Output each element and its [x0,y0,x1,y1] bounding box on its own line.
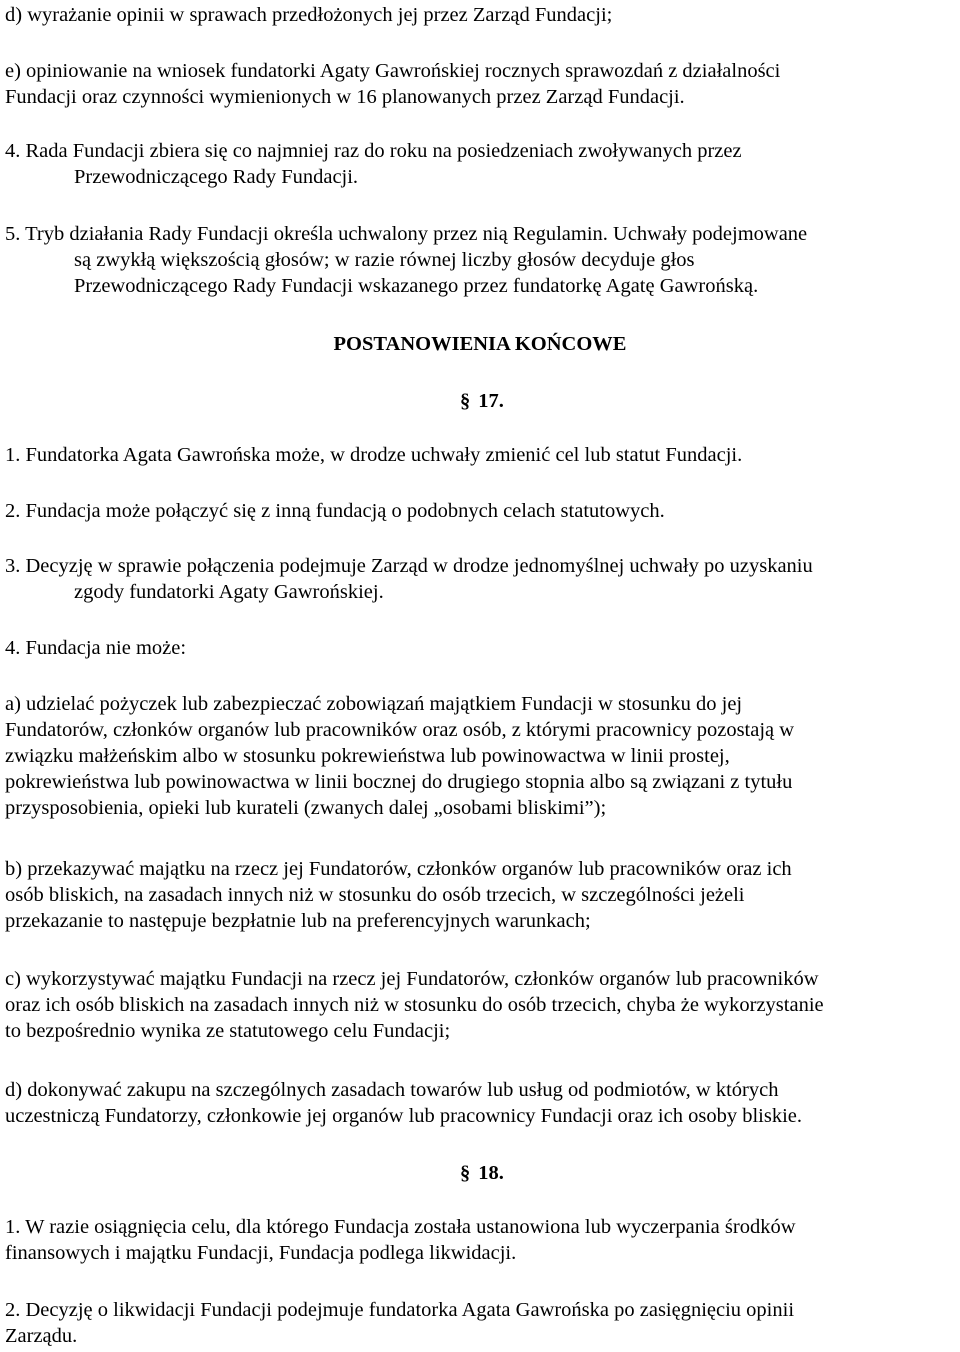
section-number: 18. [478,1162,504,1184]
text-line: związku małżeńskim albo w stosunku pokrewieństwa lub powinowactwa w linii prostej, [5,745,730,767]
section-sign-icon: § [460,1162,471,1184]
clause-18-2 [5,1297,954,1349]
text-line: są zwykłą większością głosów; w razie równej liczby głosów decyduje głos [74,249,695,271]
clause-17-1 [5,442,954,468]
text-line: uczestniczą Fundatorzy, członkowie jej organów lub pracownicy Fundacji oraz ich osoby bliskie. [5,1105,802,1127]
text-line: Przewodniczącego Rady Fundacji wskazanego przez fundatorkę Agatę Gawrońską. [74,275,759,297]
clause-17-3 [5,553,954,605]
clause-d [5,1077,954,1129]
text-line: e) opiniowanie na wniosek fundatorki Agaty Gawrońskiej rocznych sprawozdań z działalności [5,60,781,82]
clause-18-1 [5,1214,954,1266]
text-line: 2. Fundacja może połączyć się z inną fundacją o podobnych celach statutowych. [5,500,665,522]
section-18-number [460,1160,504,1186]
text-line: Fundatorów, członków organów lub pracowników oraz osób, z którymi pracownicy pozostają w [5,719,795,741]
text-line: Zarządu. [5,1325,78,1347]
text-line: 1. Fundatorka Agata Gawrońska może, w drodze uchwały zmienić cel lub statut Fundacji. [5,444,743,466]
text-line: osób bliskich, na zasadach innych niż w stosunku do osób trzecich, w szczególności jeżeli [5,884,745,906]
paragraph-d [5,2,954,28]
text-line: oraz ich osób bliskich na zasadach innych niż w stosunku do osób trzecich, chyba że wykorzystanie [5,994,824,1016]
section-17-number [460,388,504,414]
text-line: 4. Fundacja nie może: [5,637,187,659]
clause-17-2 [5,498,954,524]
text-line: Przewodniczącego Rady Fundacji. [74,166,359,188]
text-line: 3. Decyzję w sprawie połączenia podejmuje Zarząd w drodze jednomyślnej uchwały po uzyskaniu [5,555,813,577]
text-line: c) wykorzystywać majątku Fundacji na rzecz jej Fundatorów, członków organów lub pracowników [5,968,819,990]
text-line: 5. Tryb działania Rady Fundacji określa uchwalony przez nią Regulamin. Uchwały podejmowane [5,223,808,245]
text-line: zgody fundatorki Agaty Gawrońskiej. [74,581,384,603]
section-number: 17. [478,390,504,412]
text-line: 4. Rada Fundacji zbiera się co najmniej raz do roku na posiedzeniach zwoływanych przez [5,140,742,162]
paragraph-5 [5,221,954,299]
text-line: przysposobienia, opieki lub kurateli (zwanych dalej „osobami bliskimi”); [5,797,607,819]
paragraph-e [5,58,954,110]
text-line: finansowych i majątku Fundacji, Fundacja podlega likwidacji. [5,1242,517,1264]
section-sign-icon: § [460,390,471,412]
text-line: 1. W razie osiągnięcia celu, dla którego Fundacja została ustanowiona lub wyczerpania środków [5,1216,796,1238]
section-heading: POSTANOWIENIA KOŃCOWE [333,333,627,355]
text-line: to bezpośrednio wynika ze statutowego celu Fundacji; [5,1020,451,1042]
text-line: pokrewieństwa lub powinowactwa w linii bocznej do drugiego stopnia albo są związani z tytułu [5,771,793,793]
clause-c [5,966,954,1044]
text-line: Fundacji oraz czynności wymienionych w 16 planowanych przez Zarząd Fundacji. [5,86,685,108]
clause-b [5,856,954,934]
paragraph-4 [5,138,954,190]
text-line: a) udzielać pożyczek lub zabezpieczać zobowiązań majątkiem Fundacji w stosunku do jej [5,693,743,715]
clause-17-4 [5,635,954,661]
text-line: przekazanie to następuje bezpłatnie lub na preferencyjnych warunkach; [5,910,591,932]
text-line: b) przekazywać majątku na rzecz jej Fundatorów, członków organów lub pracowników oraz ich [5,858,792,880]
text-line: 2. Decyzję o likwidacji Fundacji podejmuje fundatorka Agata Gawrońska po zasięgnięciu opinii [5,1299,795,1321]
clause-a [5,691,954,821]
text-line: d) dokonywać zakupu na szczególnych zasadach towarów lub usług od podmiotów, w których [5,1079,779,1101]
text-line: d) wyrażanie opinii w sprawach przedłożonych jej przez Zarząd Fundacji; [5,4,613,26]
